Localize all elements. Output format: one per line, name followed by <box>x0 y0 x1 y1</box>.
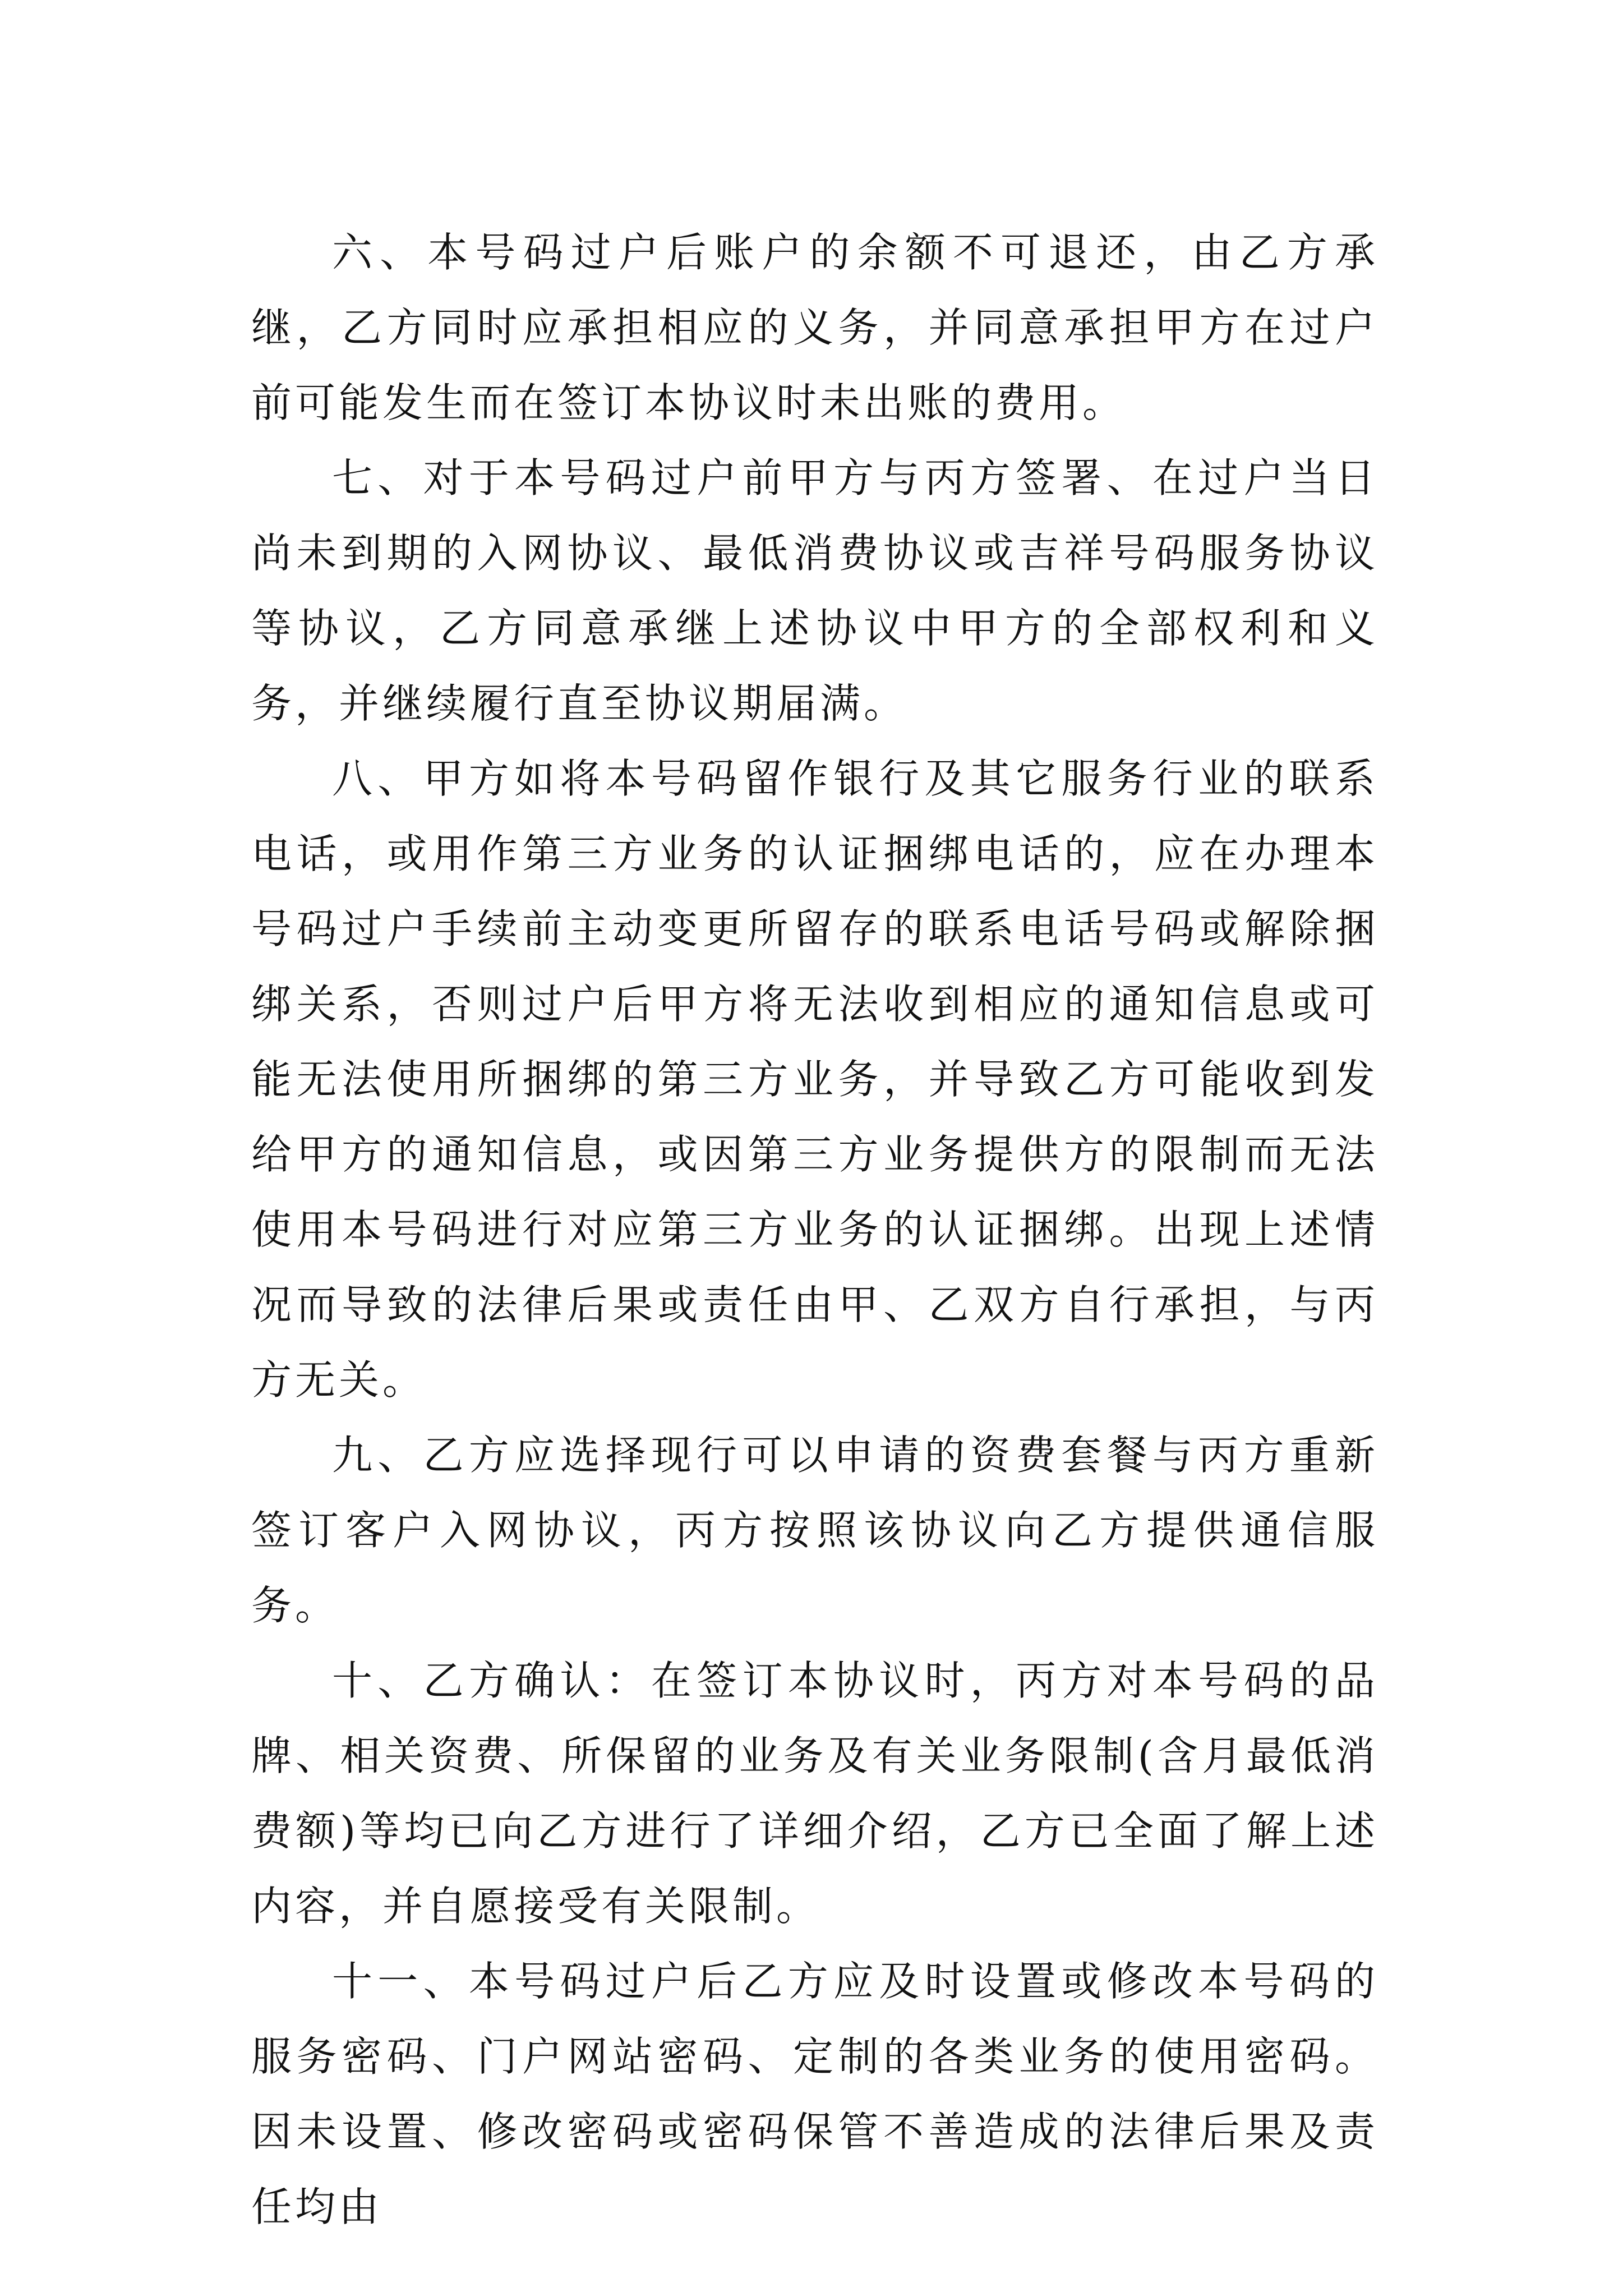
clause-8-paragraph: 八、甲方如将本号码留作银行及其它服务行业的联系电话，或用作第三方业务的认证捆绑电话的，应在办理本号码过户手续前主动变更所留存的联系电话号码或解除捆绑关系，否则过户后甲方将无法收到相应的通知信息或可能无法使用所捆绑的第三方业务，并导致乙方可能收到发给甲方的通知信息，或因第三方业务提供方的限制而无法使用本号码进行对应第三方业务的认证捆绑。出现上述情况而导致的法律后果或责任由甲、乙双方自行承担，与丙方无关。 <box>251 755 1378 1404</box>
clause-6-paragraph: 六、本号码过户后账户的余额不可退还，由乙方承继，乙方同时应承担相应的义务，并同意承担甲方在过户前可能发生而在签订本协议时未出账的费用。 <box>251 229 1378 426</box>
document-body <box>251 215 1378 2244</box>
clause-11-paragraph: 十一、本号码过户后乙方应及时设置或修改本号码的服务密码、门户网站密码、定制的各类业务的使用密码。因未设置、修改密码或密码保管不善造成的法律后果及责任均由 <box>251 1958 1378 2230</box>
clause-7-paragraph: 七、对于本号码过户前甲方与丙方签署、在过户当日尚未到期的入网协议、最低消费协议或吉祥号码服务协议等协议，乙方同意承继上述协议中甲方的全部权利和义务，并继续履行直至协议期届满。 <box>251 454 1378 727</box>
clause-9-paragraph: 九、乙方应选择现行可以申请的资费套餐与丙方重新签订客户入网协议，丙方按照该协议向乙方提供通信服务。 <box>251 1432 1378 1629</box>
clause-10-paragraph: 十、乙方确认：在签订本协议时，丙方对本号码的品牌、相关资费、所保留的业务及有关业务限制(含月最低消费额)等均已向乙方进行了详细介绍，乙方已全面了解上述内容，并自愿接受有关限制。 <box>251 1657 1378 1930</box>
